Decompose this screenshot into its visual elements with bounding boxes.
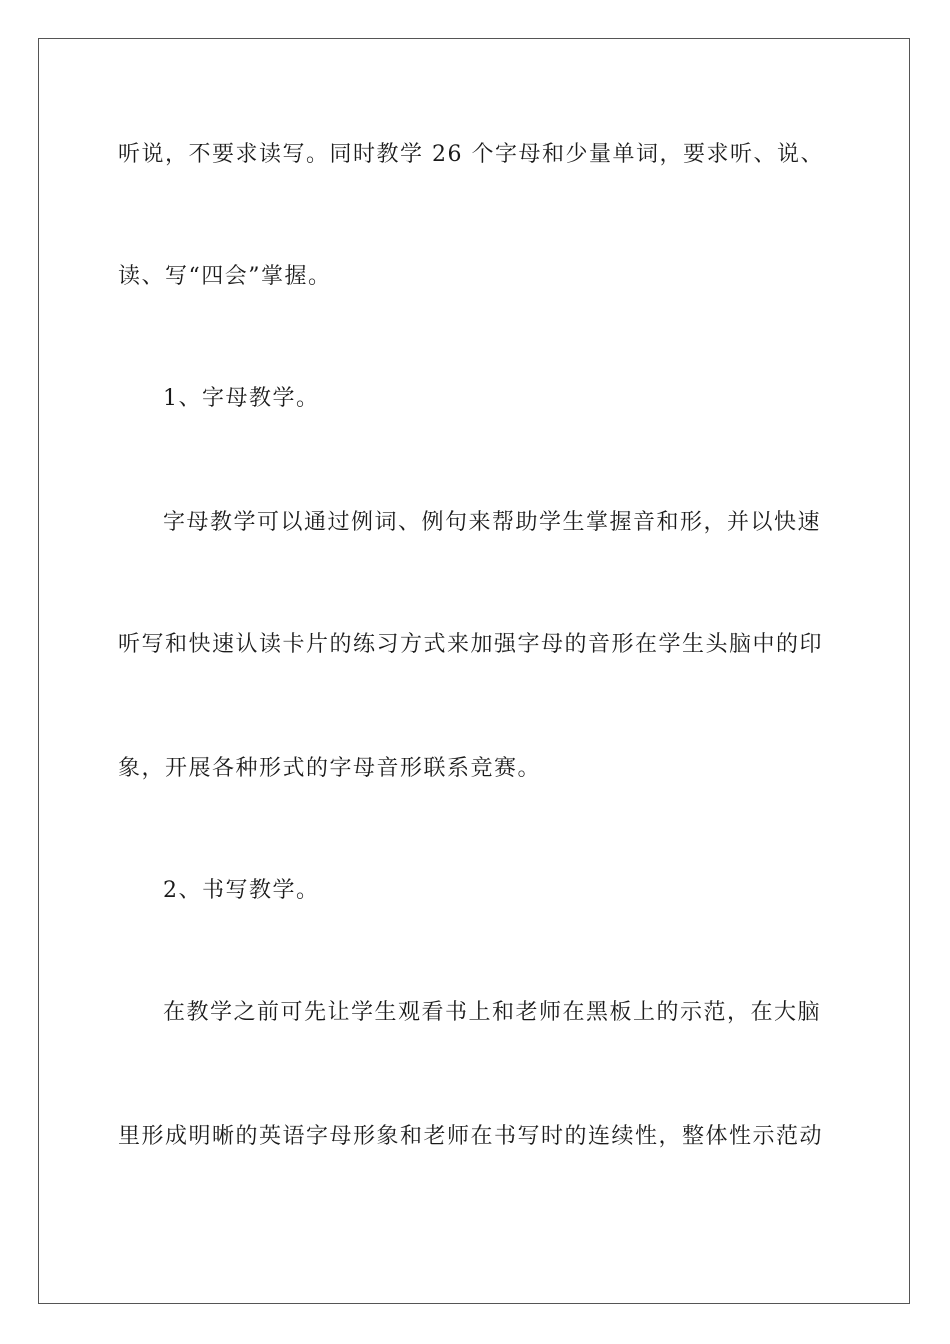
section-heading: 1、字母教学。: [163, 386, 320, 411]
paragraph-first-line: 在教学之前可先让学生观看书上和老师在黑板上的示范，在大脑: [163, 1000, 822, 1025]
body-text-line: 象，开展各种形式的字母音形联系竞赛。: [118, 756, 542, 781]
body-text-line: 读、写“四会”掌握。: [118, 264, 332, 289]
section-heading: 2、书写教学。: [163, 878, 320, 903]
body-text-line: 里形成明晰的英语字母形象和老师在书写时的连续性，整体性示范动: [118, 1124, 824, 1149]
page-frame: [38, 38, 910, 1304]
body-text-line: 听写和快速认读卡片的练习方式来加强字母的音形在学生头脑中的印: [118, 632, 824, 657]
paragraph-first-line: 字母教学可以通过例词、例句来帮助学生掌握音和形，并以快速: [163, 510, 822, 535]
body-text-line: 听说，不要求读写。同时教学 26 个字母和少量单词，要求听、说、: [118, 142, 824, 167]
